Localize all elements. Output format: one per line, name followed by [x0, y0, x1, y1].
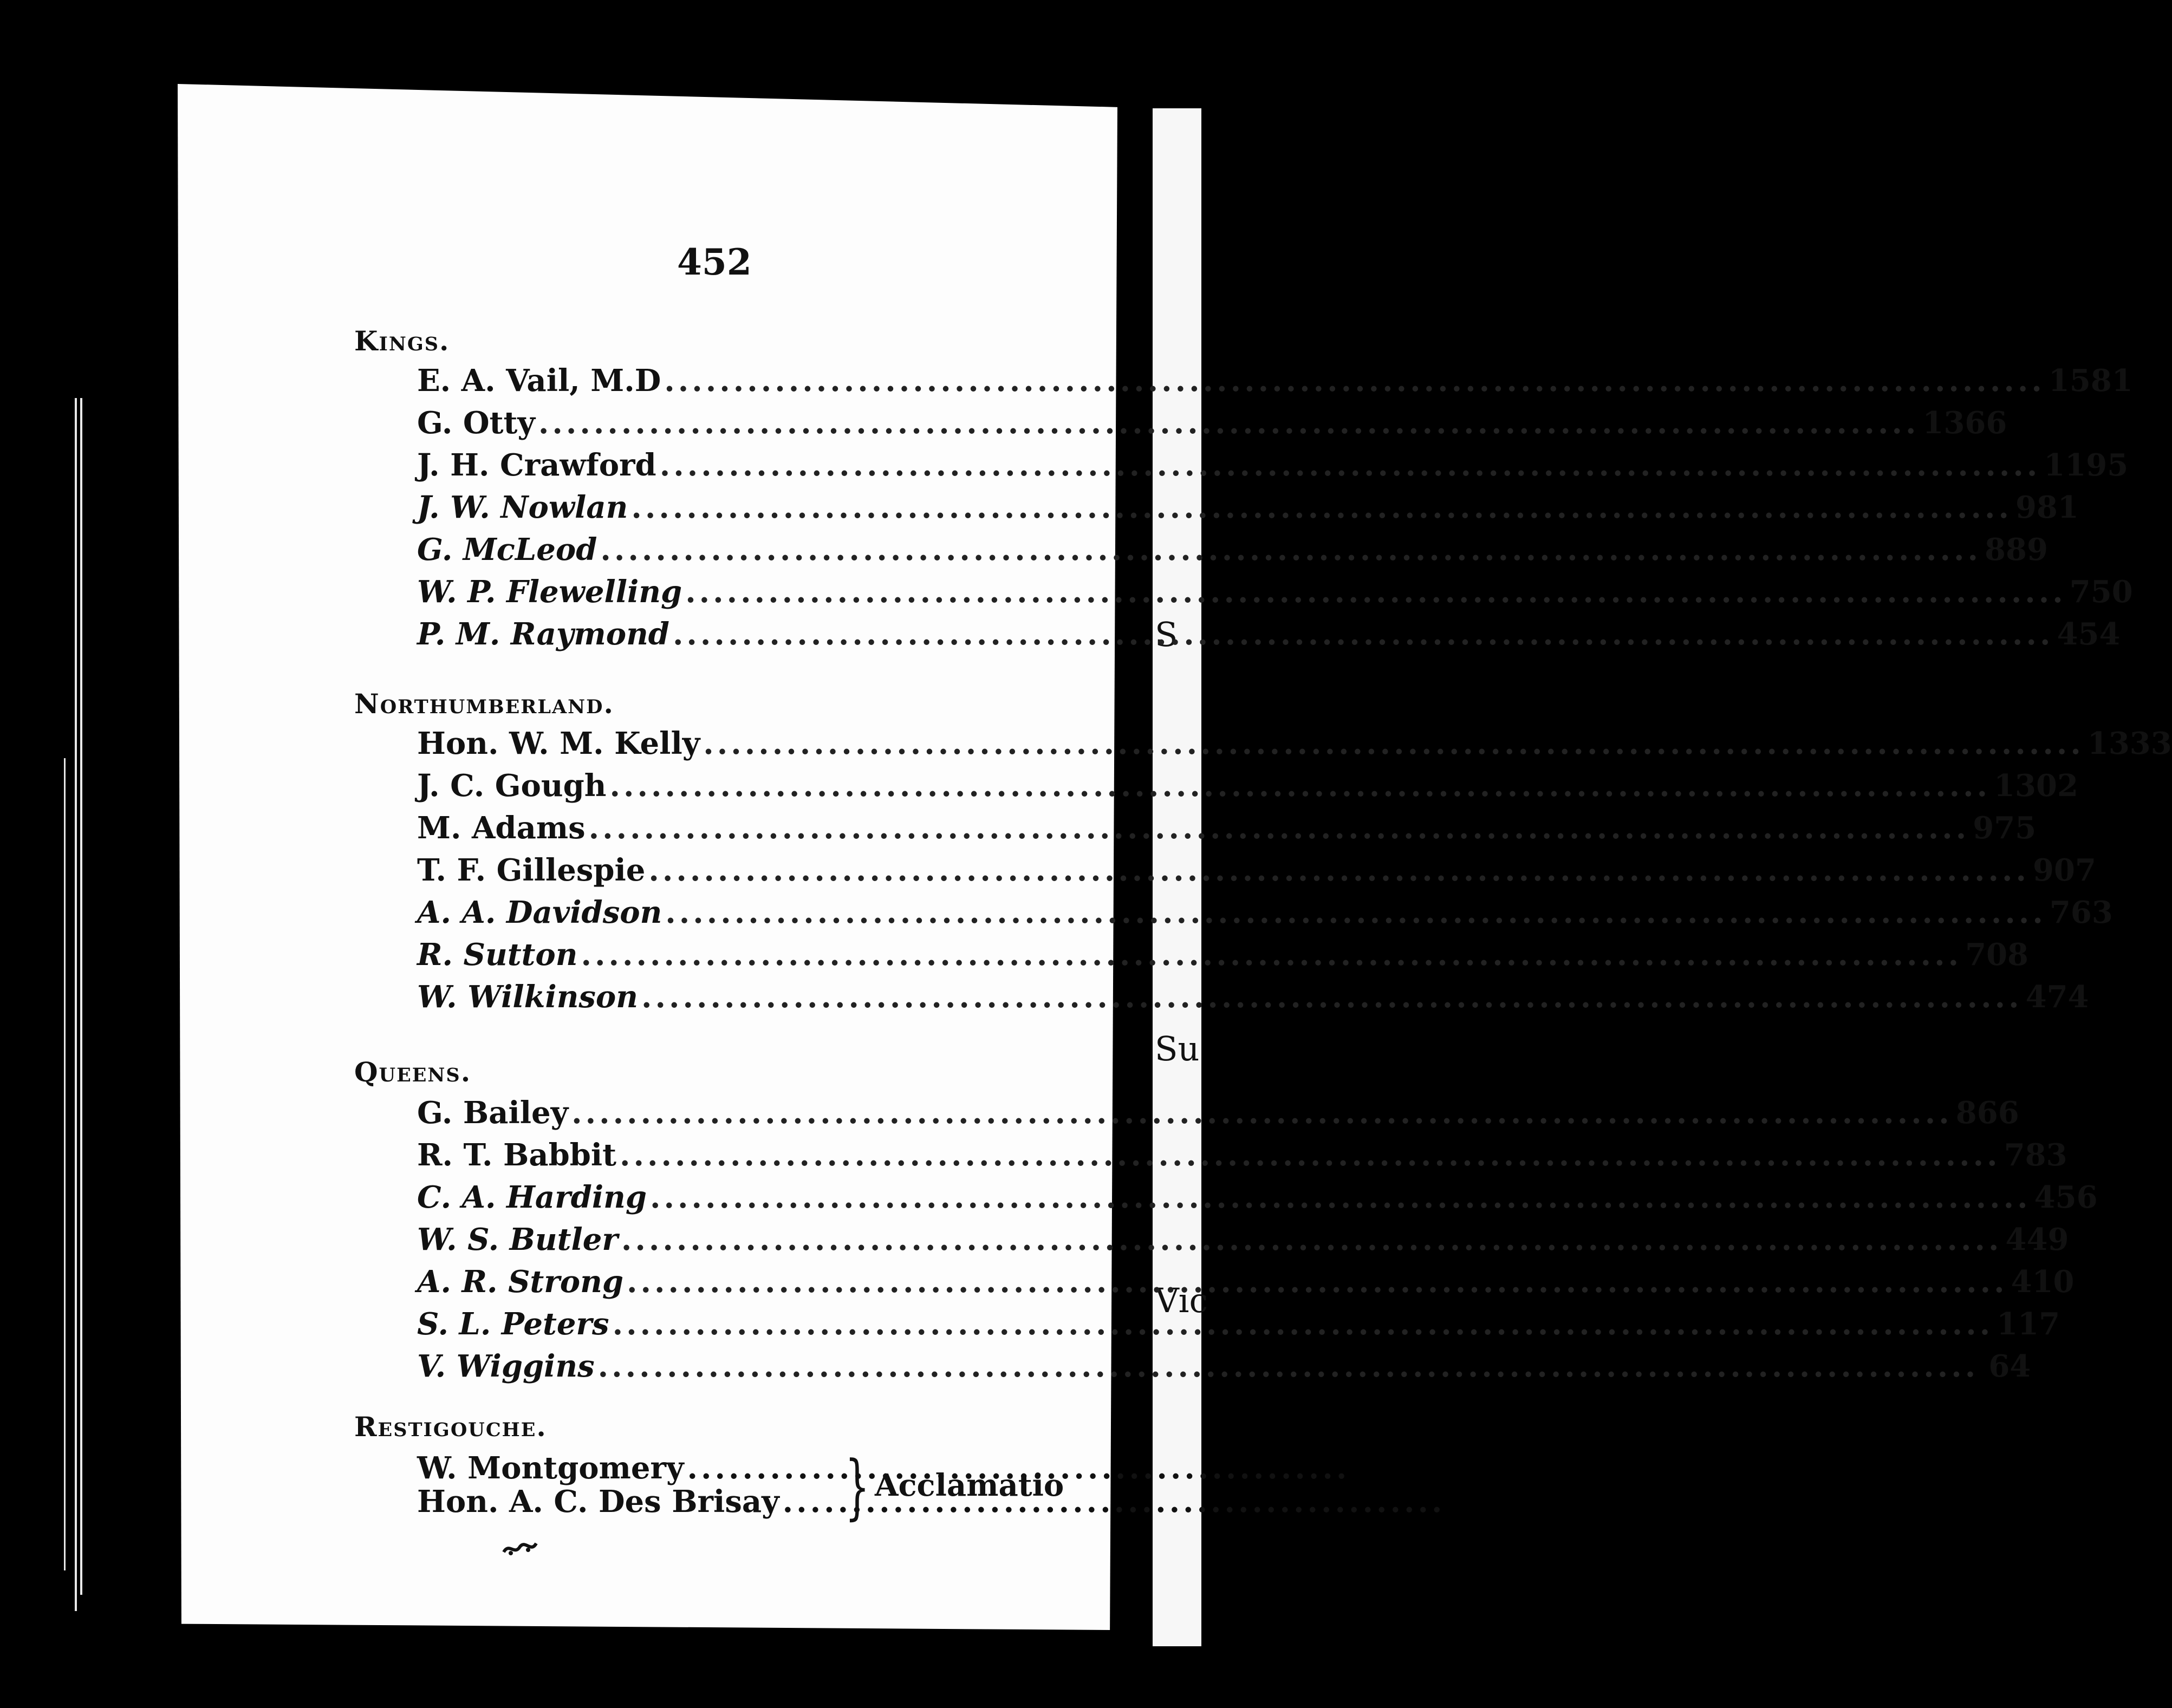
- vote-count: 981: [2015, 490, 2079, 525]
- candidate-row: [417, 810, 2037, 851]
- printer-ornament-icon: [501, 1537, 539, 1559]
- dot-leader: [620, 1137, 2001, 1173]
- dot-leader: [685, 574, 2066, 610]
- dot-leader: [613, 1306, 1994, 1342]
- candidate-row: [417, 1179, 2098, 1221]
- candidate-row: [417, 726, 2172, 767]
- book-edge-line: [64, 758, 66, 1570]
- dot-leader: [648, 852, 2030, 888]
- section-heading-kings: Kings.: [354, 325, 450, 357]
- dot-leader: [631, 490, 2012, 525]
- vote-count: 1581: [2048, 363, 2133, 399]
- dot-leader: [641, 979, 2023, 1015]
- vote-count: 907: [2033, 852, 2096, 888]
- candidate-row: [417, 852, 2096, 894]
- vote-count: 1333: [2087, 726, 2172, 761]
- candidate-name: M. Adams: [417, 810, 586, 846]
- candidate-name: W. Montgomery: [417, 1450, 684, 1486]
- candidate-name: W. S. Butler: [417, 1222, 618, 1257]
- candidate-row: [417, 1484, 840, 1520]
- vote-count: 783: [2004, 1137, 2067, 1173]
- dot-leader: [627, 1264, 2008, 1300]
- candidate-row: [417, 363, 2133, 404]
- candidate-row: [417, 405, 2007, 446]
- neighbor-fragment: S: [1155, 615, 1178, 654]
- candidate-name: A. A. Davidson: [417, 895, 662, 930]
- dot-leader: [571, 1095, 1953, 1131]
- candidate-name: R. Sutton: [417, 937, 578, 973]
- vote-count: 1302: [1994, 768, 2078, 804]
- candidate-name: C. A. Harding: [417, 1179, 647, 1215]
- candidate-name: T. F. Gillespie: [417, 852, 646, 888]
- dot-leader: [664, 363, 2045, 399]
- candidate-row: [417, 1095, 2019, 1136]
- vote-count: 763: [2049, 895, 2113, 930]
- candidate-name: G. McLeod: [417, 532, 597, 568]
- neighbor-fragment: Vic: [1155, 1281, 1208, 1320]
- dot-leader: [609, 768, 1991, 804]
- candidate-row: [417, 490, 2079, 531]
- vote-count: 866: [1955, 1095, 2019, 1131]
- candidate-name: A. R. Strong: [417, 1264, 624, 1300]
- candidate-name: G. Bailey: [417, 1095, 569, 1131]
- vote-count: 449: [2005, 1222, 2069, 1257]
- brace-icon: }: [845, 1445, 870, 1528]
- candidate-row: [417, 532, 2048, 573]
- vote-count: 117: [1997, 1306, 2060, 1342]
- candidate-row: [417, 768, 2078, 809]
- candidate-name: R. T. Babbit: [417, 1137, 617, 1173]
- candidate-row: [417, 895, 2113, 936]
- dot-leader: [600, 532, 1981, 568]
- candidate-row: [417, 1348, 2031, 1390]
- candidate-row: [417, 616, 2121, 657]
- dot-leader: [621, 1222, 2002, 1257]
- section-heading-queens: Queens.: [354, 1056, 472, 1088]
- vote-count: 456: [2034, 1179, 2098, 1215]
- dot-leader: [703, 726, 2084, 761]
- section-heading-northumberland: Northumberland.: [354, 688, 614, 720]
- candidate-name: J. W. Nowlan: [417, 490, 628, 525]
- dot-leader: [598, 1348, 1979, 1384]
- book-edge-line: [80, 398, 82, 1595]
- dot-leader: [673, 616, 2054, 652]
- candidate-name: G. Otty: [417, 405, 535, 441]
- candidate-name: W. P. Flewelling: [417, 574, 682, 610]
- candidate-row: [417, 1137, 2067, 1178]
- acclamation-label: Acclamatio: [875, 1468, 1064, 1503]
- vote-count: 708: [1965, 937, 2029, 973]
- vote-count: 64: [1988, 1348, 2031, 1384]
- candidate-row: [417, 1450, 840, 1486]
- dot-leader: [538, 405, 1920, 441]
- dot-leader: [589, 810, 1970, 846]
- candidate-name: Hon. W. M. Kelly: [417, 726, 700, 761]
- candidate-name: E. A. Vail, M.D: [417, 363, 661, 399]
- candidate-name: Hon. A. C. Des Brisay: [417, 1484, 779, 1520]
- vote-count: 750: [2069, 574, 2133, 610]
- candidate-name: V. Wiggins: [417, 1348, 595, 1384]
- candidate-name: S. L. Peters: [417, 1306, 609, 1342]
- candidate-name: P. M. Raymond: [417, 616, 669, 652]
- vote-count: 474: [2025, 979, 2089, 1015]
- dot-leader: [660, 447, 2041, 483]
- vote-count: 454: [2057, 616, 2121, 652]
- candidate-name: J. C. Gough: [417, 768, 607, 804]
- dot-leader: [665, 895, 2046, 930]
- vote-count: 410: [2011, 1264, 2075, 1300]
- vote-count: 1366: [1922, 405, 2007, 441]
- vote-count: 975: [1973, 810, 2037, 846]
- dot-leader: [650, 1179, 2031, 1215]
- candidate-row: [417, 937, 2029, 978]
- candidate-row: [417, 1306, 2060, 1347]
- candidate-row: [417, 447, 2129, 488]
- neighbor-fragment: Su: [1155, 1029, 1200, 1068]
- book-edge-line: [75, 398, 77, 1611]
- section-heading-restigouche: Restigouche.: [354, 1411, 547, 1443]
- candidate-name: J. H. Crawford: [417, 447, 656, 483]
- candidate-row: [417, 574, 2133, 615]
- page-number: 452: [677, 241, 752, 283]
- candidate-row: [417, 1222, 2069, 1263]
- candidate-row: [417, 979, 2089, 1020]
- vote-count: 889: [1985, 532, 2048, 568]
- candidate-name: W. Wilkinson: [417, 979, 638, 1015]
- dot-leader: [581, 937, 1962, 973]
- vote-count: 1195: [2044, 447, 2129, 483]
